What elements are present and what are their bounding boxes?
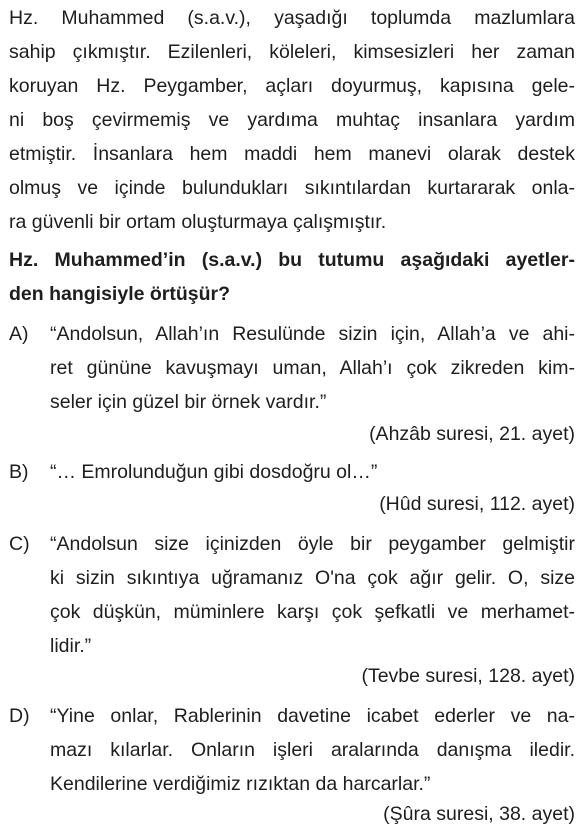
option-line: mazı kılarlar. Onların işleri aralarında danışma iledir.	[50, 739, 575, 761]
passage-line: ra güvenli bir ortam oluşturmaya çalışmıştır.	[9, 211, 387, 233]
passage-line: etmiştir. İnsanlara hem maddi hem manevi olarak destek	[9, 143, 575, 165]
option-line: “Yine onlar, Rablerinin davetine icabet ederler ve na-	[50, 705, 575, 727]
option-line: çok düşkün, müminlere karşı çok şefkatli ve merhamet-	[50, 601, 575, 623]
passage-line: koruyan Hz. Peygamber, açları doyurmuş, kapısına gele-	[9, 75, 575, 97]
passage-line: ni boş çevirmemiş ve yardıma muhtaç insanlara yardım	[9, 109, 575, 131]
option-line: “… Emrolunduğun gibi dosdoğru ol…”	[50, 461, 378, 483]
passage-line: sahip çıkmıştır. Ezilenleri, köleleri, kimsesizleri her zaman	[9, 41, 575, 63]
option-line: Kendilerine verdiğimiz rızıktan da harcarlar.”	[50, 773, 431, 795]
option-letter: A)	[9, 323, 29, 345]
option-line: ki sizin sıkıntıya uğramanız O'na çok ağır gelir. O, size	[50, 567, 575, 589]
option-line: “Andolsun size içinizden öyle bir peygamber gelmiştir	[50, 533, 575, 555]
question-line: Hz. Muhammed’in (s.a.v.) bu tutumu aşağıdaki ayetler-	[9, 249, 575, 271]
option-source: (Hûd suresi, 112. ayet)	[379, 493, 575, 515]
question-line: den hangisiyle örtüşür?	[9, 283, 231, 305]
passage-line: Hz. Muhammed (s.a.v.), yaşadığı toplumda mazlumlara	[9, 7, 575, 29]
option-line: “Andolsun, Allah’ın Resulünde sizin için, Allah’a ve ahi-	[50, 323, 575, 345]
option-line: seler için güzel bir örnek vardır.”	[50, 391, 327, 413]
option-source: (Tevbe suresi, 128. ayet)	[361, 665, 575, 687]
option-letter: C)	[9, 533, 30, 555]
option-source: (Şûra suresi, 38. ayet)	[383, 803, 575, 825]
option-line: lidir.”	[50, 635, 92, 657]
option-source: (Ahzâb suresi, 21. ayet)	[369, 423, 575, 445]
option-letter: B)	[9, 461, 29, 483]
passage-line: olmuş ve içinde bulundukları sıkıntılardan kurtararak onla-	[9, 177, 575, 199]
option-letter: D)	[9, 705, 30, 727]
option-line: ret gününe kavuşmayı uman, Allah’ı çok zikreden kim-	[50, 357, 575, 379]
